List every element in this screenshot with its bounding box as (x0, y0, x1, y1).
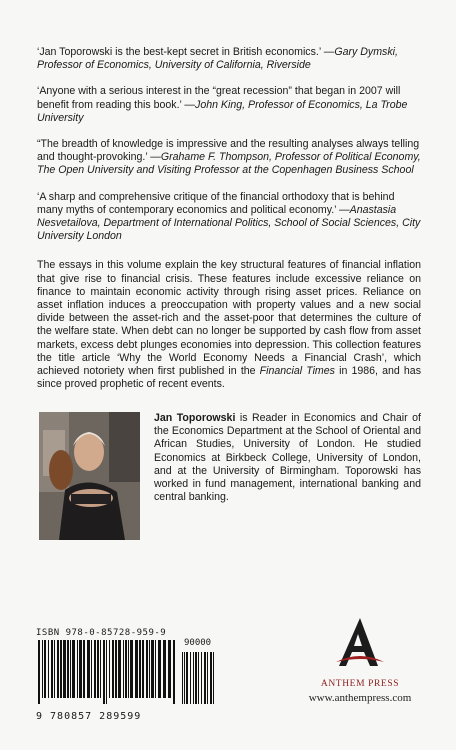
blurb-attribution: Grahame F. Thompson, Professor of Political Economy, The Open University and Visiting Professor at the Copenhagen Business School (37, 151, 421, 177)
barcode-addon-bar (193, 652, 194, 704)
barcode-bar (128, 640, 129, 698)
barcode-bar (83, 640, 85, 698)
barcode-addon-bar (198, 652, 199, 704)
barcode-bar (106, 640, 107, 704)
barcode-bar (146, 640, 148, 698)
barcode-bar (155, 640, 156, 698)
barcode-bar (87, 640, 90, 698)
author-photo (39, 412, 140, 540)
barcode-addon-bar (184, 652, 185, 704)
barcode-bar (42, 640, 43, 698)
barcode-bar (103, 640, 105, 704)
barcode-addon-bar (207, 652, 208, 704)
newspaper-title: Financial Times (259, 365, 335, 378)
barcode-bar (158, 640, 161, 698)
blurb-attribution: Gary Dymski, Professor of Economics, University of California, Riverside (37, 46, 398, 72)
barcode-addon-bar (213, 652, 214, 704)
barcode-bar (142, 640, 144, 698)
barcode-icon (36, 640, 216, 704)
barcode-bar (118, 640, 121, 698)
publisher-url: www.anthempress.com (308, 692, 412, 704)
barcode-bar (54, 640, 55, 698)
barcode-bar (77, 640, 78, 698)
barcode-bar (149, 640, 150, 698)
barcode-addon-bar (190, 652, 191, 704)
barcode-bar (123, 640, 124, 698)
barcode-bar (67, 640, 69, 698)
barcode-addon-bar (195, 652, 197, 704)
barcode-bar (72, 640, 75, 698)
blurb-quote: “The breadth of knowledge is impressive and the resulting analyses always telling and thought-provoking.’ — (37, 138, 420, 164)
book-description: The essays in this volume explain the key structural features of financial inflation that give rise to financial crisis. These features include excessive reliance on finance to maintain economic activity through rising asset prices. Reliance on asset inflation induces a preoccupation with property values and a new social divide between the asset-rich and the asset-poor that determines the culture of the welfare state. When debt can no longer be supported by cash flow from asset markets, excess debt plunges economies into depression. This collection features the title article ‘Why the World Economy Needs a Financial Crash’, which achieved notoriety when first published in the Financial Times in 1986, and has since proved prophetic of recent events. (37, 259, 421, 391)
blurb-quote: ‘A sharp and comprehensive critique of the financial orthodoxy that is behind many myths of contemporary economics and political economy.’ — (37, 190, 395, 216)
author-section (37, 412, 421, 552)
author-name: Jan Toporowski (154, 412, 236, 424)
barcode-bar (94, 640, 96, 698)
isbn-barcode (36, 628, 216, 722)
barcode-bar (38, 640, 40, 704)
blurb-1 (37, 46, 421, 72)
barcode-bar (51, 640, 53, 698)
barcode-addon-number: 90000 (184, 638, 212, 648)
barcode-bar (125, 640, 127, 698)
barcode-bar (91, 640, 92, 698)
barcode-bar (139, 640, 141, 698)
isbn-label: ISBN 978-0-85728-959-9 (36, 628, 167, 638)
blurb-2 (37, 85, 421, 125)
barcode-bar (151, 640, 154, 698)
barcode-addon-bar (186, 652, 188, 704)
blurb-quote: ‘Jan Toporowski is the best-kept secret in British economics.’ — (37, 46, 335, 58)
barcode-bar (163, 640, 166, 698)
blurb-4 (37, 191, 421, 244)
barcode-digits: 9 780857 289599 (36, 711, 142, 722)
barcode-bar (115, 640, 117, 698)
barcode-bar (173, 640, 175, 704)
barcode-bar (44, 640, 46, 698)
author-portrait-icon (39, 412, 140, 540)
barcode-bar (48, 640, 49, 698)
barcode-addon-bar (182, 652, 183, 704)
anthem-logo-icon (330, 616, 390, 672)
blurb-3 (37, 138, 421, 178)
publisher-logo (300, 616, 420, 704)
blurb-attribution: John King, Professor of Economics, La Trobe University (37, 98, 408, 124)
barcode-bar (70, 640, 71, 698)
back-cover-text (37, 46, 421, 391)
barcode-bar (60, 640, 62, 698)
barcode-addon-bar (204, 652, 206, 704)
barcode-bar (100, 640, 101, 698)
barcode-bar (130, 640, 133, 698)
barcode-addon-bar (210, 652, 212, 704)
blurb-attribution: Anastasia Nesvetailova, Department of International Politics, School of Social Sciences, City University London (37, 203, 421, 243)
barcode-bar (112, 640, 114, 698)
barcode-bar (135, 640, 138, 698)
author-bio: Jan Toporowski is Reader in Economics and Chair of the Economics Department at the School of Oriental and African Studies, University of London. He studied Economics at Birkbeck College, University of London, and at the University of Birmingham. Toporowski has worked in fund management, international banking and central banking. (154, 412, 421, 504)
barcode-bar (168, 640, 171, 698)
barcode-bar (97, 640, 99, 698)
barcode-bar (79, 640, 82, 698)
barcode-bar (63, 640, 66, 698)
barcode-addon-bar (201, 652, 202, 704)
barcode-bar (57, 640, 59, 698)
publisher-name: ANTHEM PRESS (320, 679, 400, 689)
blurb-quote: ‘Anyone with a serious interest in the “great recession” that began in 2007 will benefit from reading this book.’ — (37, 85, 401, 111)
barcode-bar (109, 640, 110, 698)
